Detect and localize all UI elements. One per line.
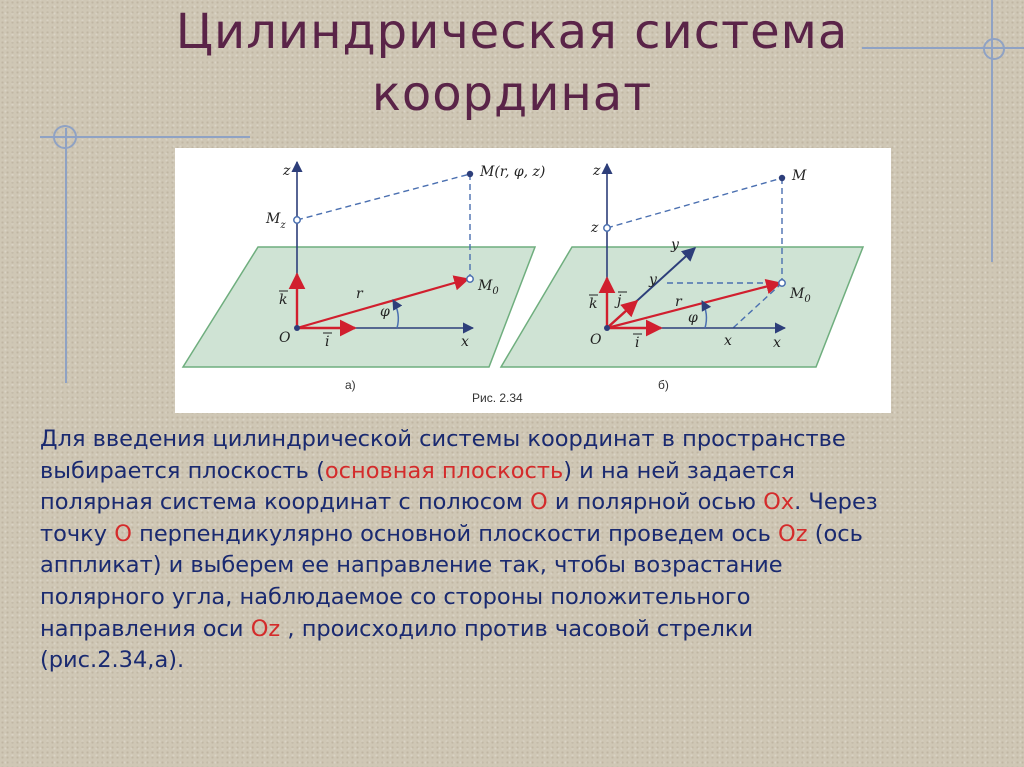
panel-a-label-r: r [356,286,363,302]
page-title-line-2: координат [371,66,653,122]
panel-b-label-j: j [617,293,622,309]
panel-b-label-x-axis: x [773,335,781,351]
panel-b-label-m0: $M_0$ [790,286,811,305]
panel-b-label-i: i [635,335,640,351]
term-axis-oz: Oz [778,520,808,547]
panel-a-label-k: k [279,292,288,308]
panel-b-point-o [604,325,610,331]
paragraph-line-8: (рис.2.34,а). [40,647,185,674]
decorative-line-left-vertical [65,128,67,383]
panel-b-label-y-axis: y [671,237,679,253]
panel-b-main-plane [501,247,863,367]
paragraph-line-1: Для введения цилиндрической системы координат в пространстве [40,426,846,452]
panel-b-label-k: k [589,296,598,312]
panel-a-label-i: i [325,334,330,350]
term-axis-oz-2: Oz [250,615,281,642]
paragraph-line-7: направления оси Oz , происходило против часовой стрелки [40,615,754,642]
panel-b-point-m [779,175,785,181]
panel-a-point-mz [294,217,300,223]
figure-svg [175,148,891,413]
panel-a-label-m: M(r, φ, z) [480,164,546,180]
panel-b-point-z [604,225,610,231]
term-main-plane: основная плоскость [324,457,564,484]
panel-a-label-x: x [461,334,469,350]
panel-a-point-o [294,325,300,331]
panel-b-label-r: r [675,294,682,310]
term-axis-ox: Ох [763,489,795,516]
panel-a-label-z: z [283,163,291,179]
panel-b-label-z-axis: z [593,163,601,179]
panel-a-caption-label: а) [345,378,356,392]
panel-a-point-m [467,171,473,177]
panel-a-dashed-mz-m [297,174,470,220]
panel-b-caption-label: б) [658,378,669,392]
panel-b-point-m0 [779,280,785,286]
panel-b-label-o: O [590,332,602,348]
panel-a-label-phi: φ [380,304,390,320]
panel-a-label-m0: $M_0$ [478,278,499,297]
panel-b-label-x-point: x [724,333,732,349]
paragraph-line-5: аппликат) и выберем ее направление так, чтобы возрастание [40,552,783,579]
description-paragraph [40,424,1000,677]
panel-b-label-y-point: y [649,272,657,288]
panel-b [501,163,863,392]
paragraph-line-6: полярного угла, наблюдаемое со стороны положительного [40,583,751,610]
panel-a-point-m0 [467,276,473,282]
panel-b-label-z-point: z [591,220,599,236]
panel-a-label-mz: $M_z$ [266,211,286,231]
paragraph-line-4: точку О перпендикулярно основной плоскости проведем ось Oz (ось [40,520,863,547]
page-title-line-1: Цилиндрическая система [175,4,849,60]
panel-a-label-o: O [279,330,291,346]
panel-b-label-m: M [792,168,807,184]
panel-b-label-phi: φ [688,310,698,326]
paragraph-line-3: полярная система координат с полюсом О и полярной осью Ох. Через [40,489,878,516]
paragraph-line-2: выбирается плоскость (основная плоскость) и на ней задается [40,457,795,484]
panel-a-main-plane [183,247,535,367]
panel-a [183,162,545,392]
decorative-circle-left [53,125,77,149]
figure-caption: Рис. 2.34 [472,391,523,405]
panel-b-dashed-z-m [607,178,782,228]
term-pole-o: О [530,489,548,516]
term-point-o: О [114,520,132,547]
figure-cylindrical-coordinates [175,148,891,413]
